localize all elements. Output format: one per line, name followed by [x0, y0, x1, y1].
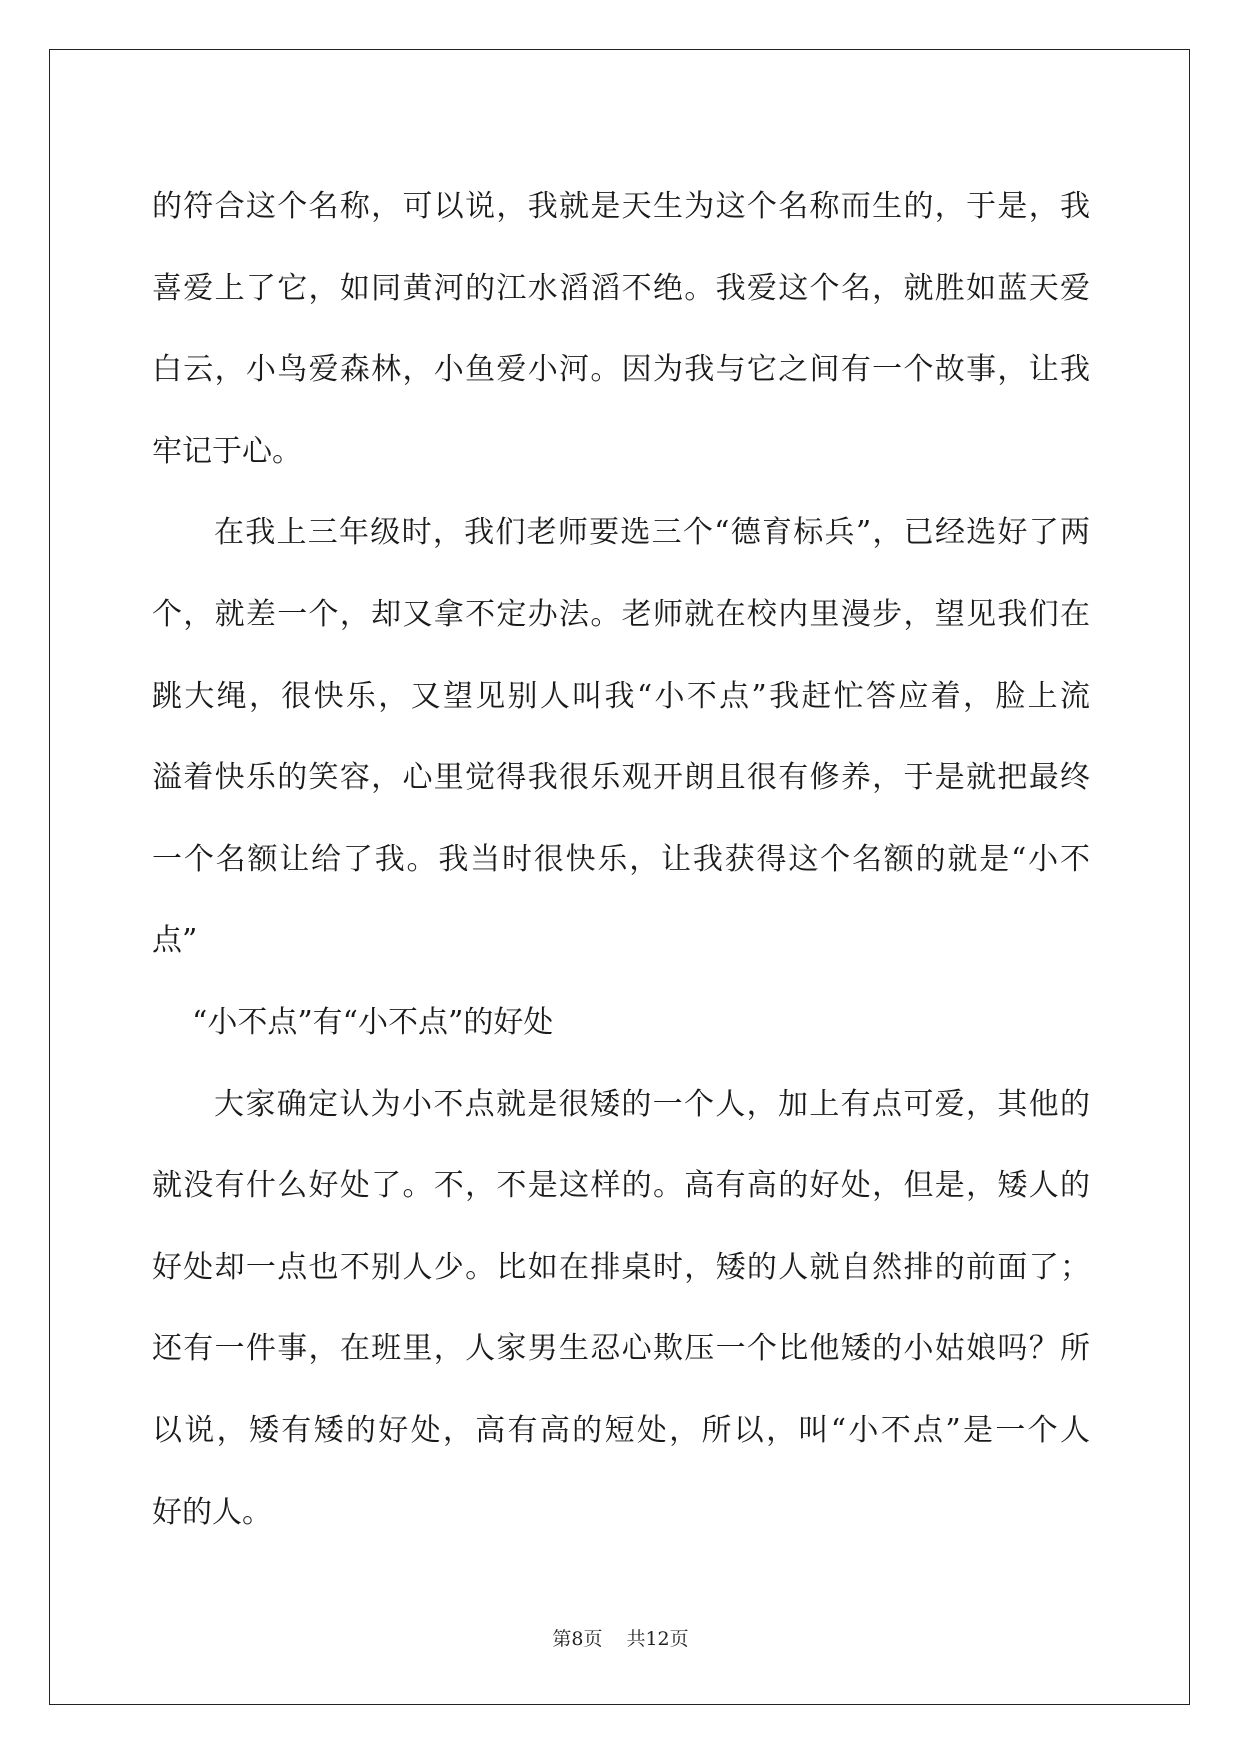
- text-line: 个，就差一个，却又拿不定办法。老师就在校内里漫步，望见我们在: [152, 596, 1090, 632]
- text-line: 喜爱上了它，如同黄河的江水滔滔不绝。我爱这个名，就胜如蓝天爱: [152, 270, 1090, 306]
- paragraph-continued: [152, 166, 1090, 492]
- heading-line: “小不点”有“小不点”的好处: [192, 1004, 554, 1040]
- page-number: 第8页: [552, 1628, 603, 1650]
- text-line: 就没有什么好处了。不，不是这样的。高有高的好处，但是，矮人的: [152, 1168, 1090, 1204]
- text-line: 在我上三年级时，我们老师要选三个“德育标兵”，已经选好了两: [214, 515, 1090, 551]
- text-line: 大家确定认为小不点就是很矮的一个人，加上有点可爱，其他的: [214, 1086, 1090, 1122]
- text-line: 白云，小鸟爱森林，小鱼爱小河。因为我与它之间有一个故事，让我: [152, 352, 1090, 388]
- text-line: 好的人。: [152, 1494, 272, 1530]
- text-line: 的符合这个名称，可以说，我就是天生为这个名称而生的，于是，我: [152, 189, 1090, 224]
- text-line: 跳大绳，很快乐，又望见别人叫我“小不点”我赶忙答应着，脸上流: [152, 678, 1090, 714]
- text-line: 溢着快乐的笑容，心里觉得我很乐观开朗且很有修养，于是就把最终: [152, 760, 1090, 796]
- text-line: 还有一件事，在班里，人家男生忍心欺压一个比他矮的小姑娘吗？所: [152, 1331, 1090, 1367]
- text-line: 好处却一点也不别人少。比如在排桌时，矮的人就自然排的前面了；: [152, 1249, 1090, 1285]
- document-body: [152, 166, 1090, 1553]
- text-line: 以说，矮有矮的好处，高有高的短处，所以，叫“小不点”是一个人: [152, 1412, 1090, 1448]
- paragraph-story: [152, 492, 1090, 982]
- section-heading: [152, 982, 1090, 1064]
- text-line: 牢记于心。: [152, 433, 302, 469]
- paragraph-benefits: [152, 1064, 1090, 1554]
- text-line: 点”: [152, 923, 198, 959]
- page-total: 共12页: [626, 1628, 689, 1650]
- page-footer: [0, 1624, 1241, 1651]
- text-line: 一个名额让给了我。我当时很快乐，让我获得这个名额的就是“小不: [152, 841, 1090, 877]
